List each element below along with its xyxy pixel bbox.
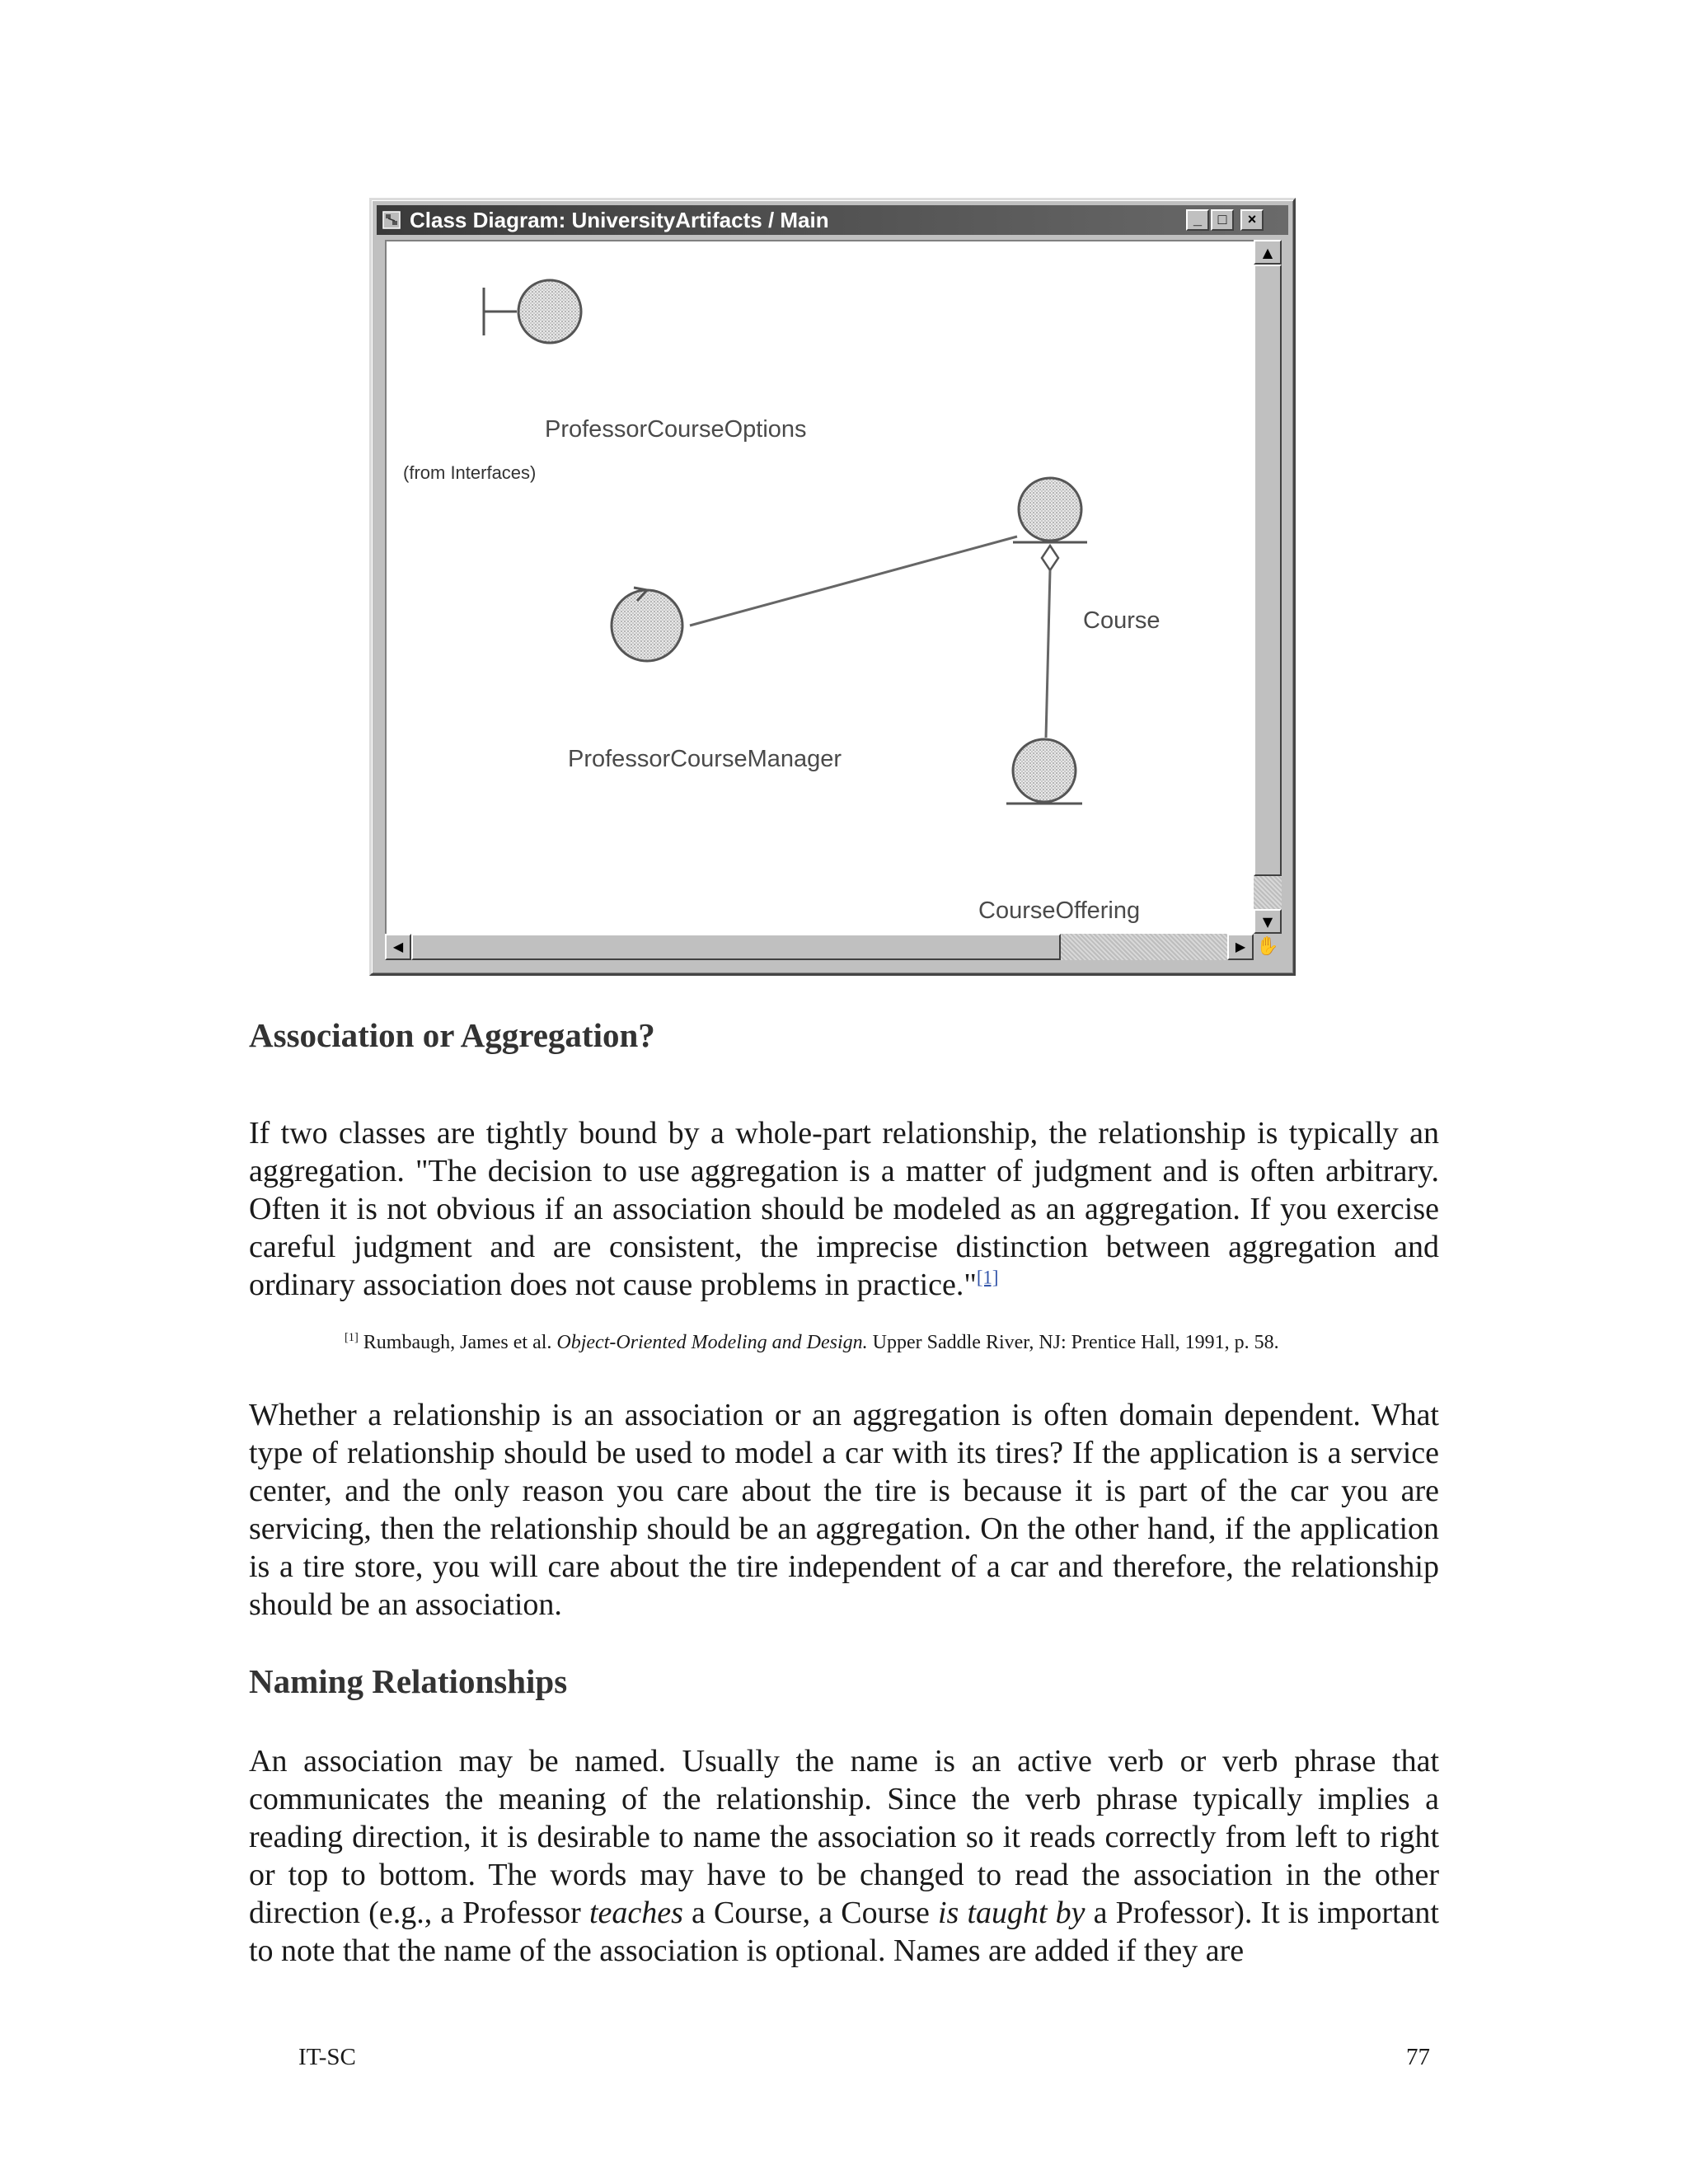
footnote-publisher: Upper Saddle River, NJ: Prentice Hall, 1991, p. 58. bbox=[867, 1332, 1279, 1353]
window-title: Class Diagram: UniversityArtifacts / Main bbox=[410, 208, 829, 232]
association-line[interactable] bbox=[690, 537, 1017, 626]
paragraph-aggregation-text: If two classes are tightly bound by a whole-part relationship, the relationship is typically an aggregation. "The decision to use aggregation is a matter of judgment and is often arbitrary. Often it is not obvious if an association should be modeled as an aggregation. If you exercise careful judgment and are consistent, the imprecise distinction between aggregation and ordinary association does not cause problems in practice." bbox=[249, 1116, 1439, 1302]
scroll-down-button[interactable]: ▼ bbox=[1254, 909, 1282, 934]
window-titlebar[interactable] bbox=[377, 205, 1288, 235]
diagram-canvas[interactable] bbox=[385, 240, 1254, 935]
paragraph-naming-text-3: a Professor). It is important to note that the name of the association is optional. Names are added if they are bbox=[249, 1896, 1439, 1968]
boundary-class-symbol[interactable] bbox=[484, 280, 581, 343]
diagram-app-icon bbox=[382, 210, 401, 230]
scroll-up-button[interactable]: ▲ bbox=[1254, 240, 1282, 265]
scroll-right-button[interactable]: ▶ bbox=[1227, 934, 1254, 960]
class-label-courseoffering[interactable]: CourseOffering bbox=[978, 898, 1141, 924]
page-number: 77 bbox=[1406, 2044, 1430, 2070]
emphasis-is-taught-by: is taught by bbox=[938, 1896, 1085, 1930]
paragraph-naming-text-2: a Course, a Course bbox=[682, 1896, 938, 1930]
paragraph-naming bbox=[249, 1742, 1439, 1970]
footnote-marker: [1] bbox=[345, 1331, 359, 1344]
footnote-reference-link[interactable]: [1] bbox=[976, 1267, 999, 1288]
horizontal-scroll-thumb[interactable] bbox=[411, 934, 1061, 960]
close-button[interactable]: × bbox=[1240, 209, 1264, 231]
heading-naming-relationships: Naming Relationships bbox=[249, 1662, 568, 1700]
horizontal-scrollbar[interactable] bbox=[385, 934, 1254, 960]
heading-association-or-aggregation: Association or Aggregation? bbox=[249, 1016, 655, 1054]
paragraph-domain-dependent: Whether a relationship is an association or an aggregation is often domain dependent. What type of relationship should be used to model a car with its tires? If the application is a service center, and the only reason you care about the tire is because it is part of the car you are servicing, then the relationship should be an aggregation. On the other hand, if the application is a tire store, you will care about the tire independent of a car and therefore, the relationship should be an association. bbox=[249, 1398, 1439, 1622]
footnote bbox=[345, 1330, 1416, 1355]
class-label-professorcourseoptions[interactable]: ProfessorCourseOptions bbox=[545, 416, 807, 443]
maximize-button[interactable]: □ bbox=[1211, 209, 1234, 231]
entity-class-symbol-course[interactable] bbox=[1013, 478, 1087, 542]
hand-cursor-icon[interactable]: ✋ bbox=[1254, 934, 1282, 960]
diagram-svg bbox=[387, 241, 1254, 935]
vertical-scrollbar[interactable] bbox=[1254, 240, 1282, 934]
footer-source: IT-SC bbox=[298, 2044, 356, 2070]
minimize-button[interactable]: _ bbox=[1186, 209, 1209, 231]
paragraph-aggregation bbox=[249, 1114, 1439, 1304]
control-class-symbol[interactable] bbox=[612, 588, 682, 661]
scroll-left-button[interactable]: ◀ bbox=[385, 934, 411, 960]
package-note: (from Interfaces) bbox=[403, 462, 537, 483]
class-label-course[interactable]: Course bbox=[1083, 607, 1160, 634]
class-label-professorcoursemanager[interactable]: ProfessorCourseManager bbox=[568, 746, 842, 772]
vertical-scroll-thumb[interactable] bbox=[1254, 265, 1282, 876]
paragraph-naming-text-1: An association may be named. Usually the name is an active verb or verb phrase that communicates the meaning of the relationship. Since the verb phrase typically implies a reading direction, it is desirable to name the association so it reads correctly from left to right or top to bottom. The words may have to be changed to read the association in the other direction (e.g., a Professor bbox=[249, 1744, 1439, 1930]
emphasis-teaches: teaches bbox=[588, 1896, 683, 1930]
footnote-authors: Rumbaugh, James et al. bbox=[358, 1332, 557, 1353]
entity-class-symbol-courseoffering[interactable] bbox=[1006, 739, 1082, 804]
class-diagram-window bbox=[369, 198, 1296, 976]
aggregation-link[interactable] bbox=[1042, 546, 1058, 738]
footnote-book-title: Object-Oriented Modeling and Design. bbox=[556, 1332, 868, 1353]
